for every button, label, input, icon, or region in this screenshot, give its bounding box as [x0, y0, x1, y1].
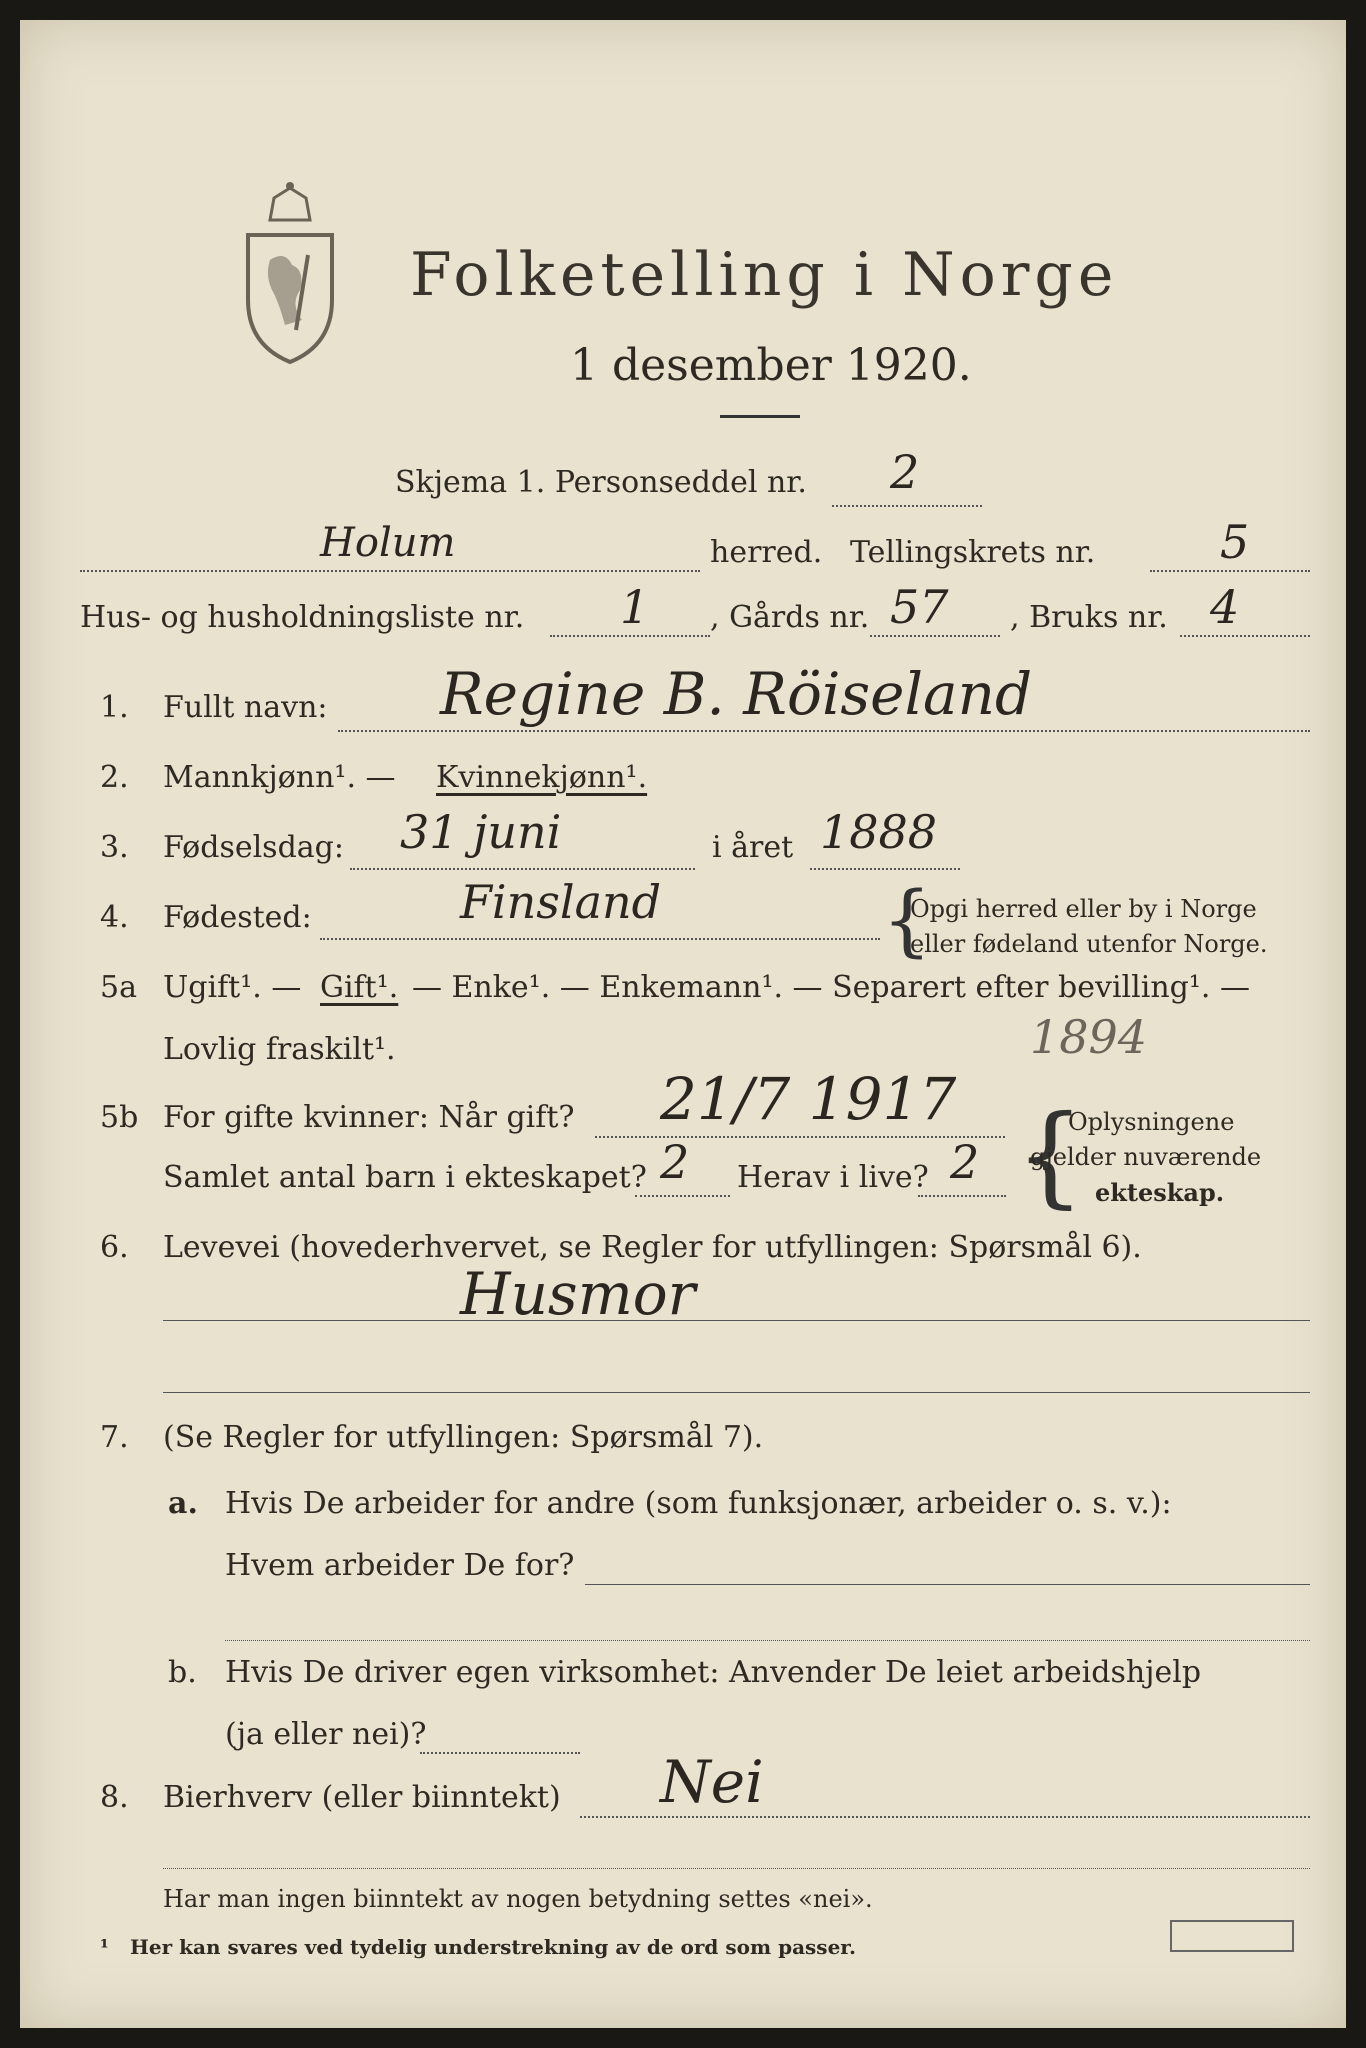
tellingskrets-label: Tellingskrets nr.	[850, 535, 1096, 570]
q4-number: 4.	[100, 900, 129, 935]
q7b-fill-line	[420, 1752, 580, 1754]
q5b-alive-value: 2	[950, 1135, 980, 1189]
skjema-label: Skjema 1. Personseddel nr.	[395, 465, 807, 500]
personseddel-fill-line	[832, 505, 982, 507]
q8-number: 8.	[100, 1780, 129, 1815]
q7b-label: Hvis De driver egen virksomhet: Anvender De leiet arbeidshjelp	[225, 1655, 1202, 1690]
coat-of-arms-icon	[230, 180, 350, 370]
bruks-nr-value: 4	[1210, 580, 1240, 634]
gards-label: , Gårds nr.	[710, 600, 870, 635]
q4-birthplace-value: Finsland	[460, 875, 662, 929]
gards-nr-value: 57	[890, 580, 949, 634]
q3-label: Fødselsdag:	[163, 830, 344, 865]
census-form-sheet	[20, 20, 1346, 2028]
q5b-children-fill-line	[635, 1195, 730, 1197]
q5b-fill-line	[595, 1136, 1005, 1138]
q7a-fill-line-1	[585, 1584, 1310, 1585]
q4-brace: {	[882, 876, 932, 966]
herred-fill-line	[80, 570, 700, 572]
q5a-ugift-option: Ugift¹. —	[163, 970, 302, 1005]
q5a-other-options: — Enke¹. — Enkemann¹. — Separert efter bevilling¹. —	[412, 970, 1250, 1005]
q8-fill-line	[580, 1816, 1310, 1818]
hus-nr-value: 1	[620, 580, 650, 634]
q5b-note-line3: ekteskap.	[1095, 1178, 1225, 1207]
q7-label: (Se Regler for utfyllingen: Spørsmål 7).	[163, 1420, 764, 1455]
bruks-label: , Bruks nr.	[1010, 600, 1168, 635]
form-date: 1 desember 1920.	[570, 340, 972, 391]
q6-number: 6.	[100, 1230, 129, 1265]
q8-value: Nei	[660, 1748, 764, 1816]
q6-occupation-value: Husmor	[460, 1260, 696, 1328]
q3-birthday-value: 31 juni	[400, 805, 562, 859]
q3-year-label: i året	[712, 830, 794, 865]
tellingskrets-fill-line	[1150, 570, 1310, 572]
q3-number: 3.	[100, 830, 129, 865]
q5b-children-label: Samlet antal barn i ekteskapet?	[163, 1160, 647, 1195]
q4-note-line1: Opgi herred eller by i Norge	[910, 895, 1257, 923]
q6-fill-line-2	[163, 1392, 1310, 1393]
gards-fill-line	[870, 635, 1000, 637]
q5a-fraskilt-option: Lovlig fraskilt¹.	[163, 1032, 396, 1067]
q4-fill-line	[320, 938, 880, 940]
q7a-letter: a.	[168, 1486, 198, 1521]
q5b-alive-fill-line	[918, 1195, 1006, 1197]
q7-number: 7.	[100, 1420, 129, 1455]
q7b-letter: b.	[168, 1655, 197, 1690]
q2-female-option-selected: Kvinnekjønn¹.	[436, 760, 648, 795]
q5a-gift-option-selected: Gift¹.	[320, 970, 399, 1005]
bruks-fill-line	[1180, 635, 1310, 637]
q5b-children-value: 2	[660, 1135, 690, 1189]
q7b-line2: (ja eller nei)?	[225, 1717, 427, 1752]
hus-fill-line	[550, 635, 710, 637]
title-divider	[720, 415, 800, 418]
q5b-alive-label: Herav i live?	[737, 1160, 929, 1195]
q8-label: Bierhverv (eller biinntekt)	[163, 1780, 561, 1815]
herred-label: herred.	[710, 535, 823, 570]
q7a-fill-line-2	[225, 1640, 1310, 1641]
form-title: Folketelling i Norge	[410, 240, 1119, 310]
q7a-label: Hvis De arbeider for andre (som funksjonær, arbeider o. s. v.):	[225, 1486, 1172, 1521]
q1-label: Fullt navn:	[163, 690, 328, 725]
hus-label: Hus- og husholdningsliste nr.	[80, 600, 525, 635]
q5b-married-date-value: 21/7 1917	[660, 1065, 957, 1133]
q5b-brace: {	[1015, 1091, 1085, 1219]
q1-fill-line	[338, 730, 1310, 732]
q6-fill-line-1	[163, 1320, 1310, 1321]
q6-label: Levevei (hovederhvervet, se Regler for utfyllingen: Spørsmål 6).	[163, 1230, 1142, 1265]
q5b-number: 5b	[100, 1100, 139, 1135]
q5b-note-line1: Oplysningene	[1068, 1108, 1235, 1136]
q4-label: Fødested:	[163, 900, 312, 935]
q3-year-fill-line	[810, 868, 960, 870]
q5a-number: 5a	[100, 970, 137, 1005]
q8-fill-line-2	[163, 1868, 1310, 1869]
footnote-text: Her kan svares ved tydelig understrekning av de ord som passer.	[130, 1935, 856, 1959]
footer-note: Har man ingen biinntekt av nogen betydning settes «nei».	[163, 1885, 873, 1913]
q2-male-option: Mannkjønn¹. —	[163, 760, 396, 795]
q7a-line2: Hvem arbeider De for?	[225, 1548, 575, 1583]
q3-fill-line	[350, 868, 695, 870]
herred-value: Holum	[320, 520, 456, 566]
q5b-label: For gifte kvinner: Når gift?	[163, 1100, 575, 1135]
personseddel-nr-value: 2	[890, 445, 920, 499]
footnote-mark: ¹	[100, 1935, 109, 1959]
q1-number: 1.	[100, 690, 129, 725]
q1-full-name-value: Regine B. Röiseland	[440, 660, 1033, 728]
tellingskrets-nr-value: 5	[1220, 515, 1250, 569]
q5b-note-line2: gjelder nuværende	[1030, 1143, 1262, 1171]
q3-year-value: 1888	[820, 805, 938, 859]
q5a-margin-note: 1894	[1030, 1010, 1148, 1064]
q4-note-line2: eller fødeland utenfor Norge.	[910, 930, 1268, 958]
printer-stamp	[1170, 1920, 1294, 1952]
q2-number: 2.	[100, 760, 129, 795]
